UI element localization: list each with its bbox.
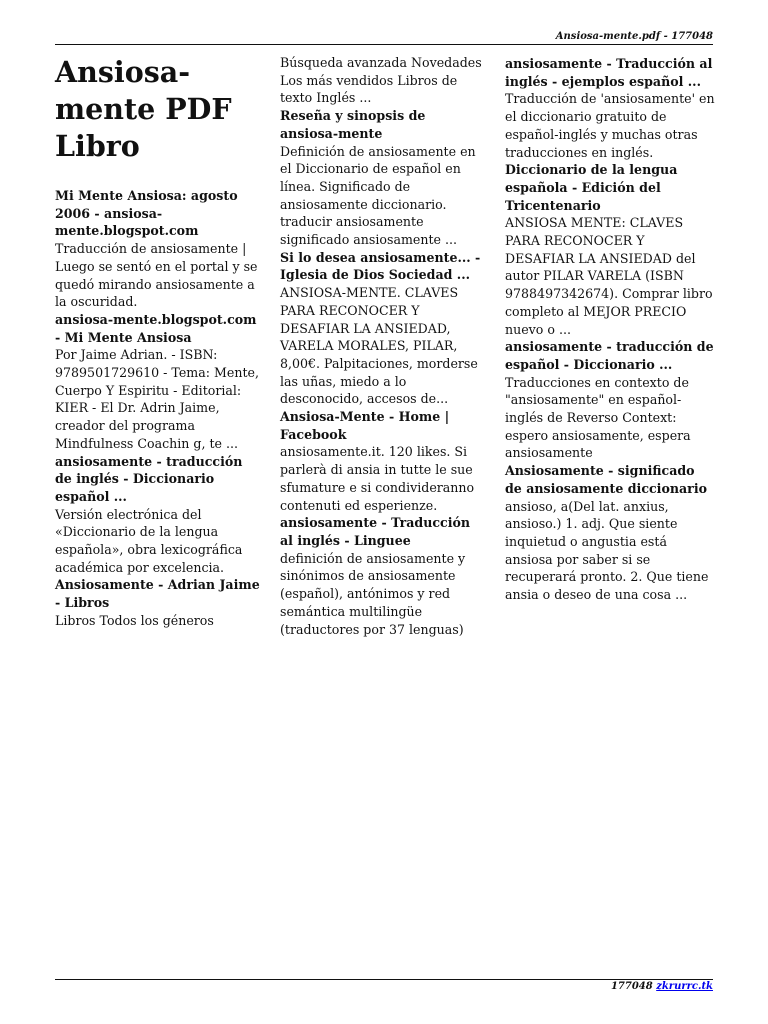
entry-heading: ansiosamente - Traducción al inglés - ejemplos español ... <box>505 56 713 89</box>
running-header: Ansiosa-mente.pdf - 177048 <box>555 31 713 42</box>
entry-heading: ansiosamente - traducción de inglés - Diccionario español ... <box>55 453 243 504</box>
entry-heading: Ansiosamente - Adrian Jaime - Libros <box>55 577 260 611</box>
entry-snippet: Libros Todos los géneros <box>55 612 214 628</box>
entry-snippet: Definición de ansiosamente en el Diccionario de español en línea. Significado de ansiosamente diccionario. traducir ansiosamente significado ansiosamente ... <box>280 143 476 248</box>
entry-snippet: ANSIOSA-MENTE. CLAVES PARA RECONOCER Y DESAFIAR LA ANSIEDAD, VARELA MORALES, PILAR, 8,00€. Palpitaciones, morderse las uñas, miedo a lo desconocido, accesos de... <box>280 285 478 407</box>
entry-snippet: Traducciones en contexto de "ansiosamente" en español-inglés de Reverso Context: espero ansiosamente, espera ansiosamente <box>505 374 691 461</box>
footer-number: 177048 <box>610 981 653 992</box>
column-1 <box>55 54 260 630</box>
footer-rule <box>55 979 713 980</box>
entry-heading: Ansiosamente - significado de ansiosamente diccionario <box>505 463 707 496</box>
footer <box>611 981 713 992</box>
entry-heading: Mi Mente Ansiosa: agosto 2006 - ansiosa-mente.blogspot.com <box>55 188 238 239</box>
entry-snippet: Búsqueda avanzada Novedades Los más vendidos Libros de texto Inglés ... <box>280 55 482 106</box>
page-title: Ansiosa-mente PDF Libro <box>55 55 232 163</box>
entry-heading: ansiosamente - Traducción al inglés - Linguee <box>280 515 471 548</box>
entry-heading: Si lo desea ansiosamente... - Iglesia de Dios Sociedad ... <box>280 249 481 283</box>
column-2 <box>280 54 485 638</box>
entry-snippet: Traducción de 'ansiosamente' en el diccionario gratuito de español-inglés y muchas otras traducciones en inglés. <box>505 91 715 160</box>
footer-link[interactable]: zkrurrc.tk <box>656 981 713 992</box>
entry-snippet: ANSIOSA MENTE: CLAVES PARA RECONOCER Y DESAFIAR LA ANSIEDAD del autor PILAR VARELA (ISBN 9788497342674). Comprar libro completo al MEJOR PRECIO nuevo o ... <box>505 215 713 337</box>
column-1-entries <box>55 187 260 630</box>
entry-snippet: ansioso, a(Del lat. anxius, ansioso.) 1. adj. Que siente inquietud o angustia está ansiosa por saber si se recuperará pronto. 2. Que tiene ansia o deseo de una cosa ... <box>505 498 709 603</box>
entry-heading: Reseña y sinopsis de ansiosa-mente <box>280 108 426 141</box>
header-rule <box>55 44 713 45</box>
entry-snippet: Versión electrónica del «Diccionario de la lengua española», obra lexicográfica académica por excelencia. <box>55 506 243 575</box>
entry-snippet: Por Jaime Adrian. - ISBN: 9789501729610 - Tema: Mente, Cuerpo Y Espiritu - Editorial: KIER - El Dr. Adrin Jaime, creador del programa Mindfulness Coachin g, te ... <box>55 347 259 451</box>
entry-heading: Diccionario de la lengua española - Edición del Tricentenario <box>505 162 678 213</box>
column-3 <box>505 55 715 604</box>
entry-snippet: ansiosamente.it. 120 likes. Si parlerà di ansia in tutte le sue sfumature e si condivideranno contenuti ed esperienze. <box>280 444 475 513</box>
entry-snippet: definición de ansiosamente y sinónimos de ansiosamente (español), antónimos y red semántica multilingüe (traductores por 37 lenguas) <box>280 550 466 637</box>
entry-heading: ansiosamente - traducción de español - Diccionario ... <box>505 339 714 372</box>
entry-heading: Ansiosa-Mente - Home | Facebook <box>280 409 450 442</box>
entry-snippet: Traducción de ansiosamente | Luego se sentó en el portal y se quedó mirando ansiosamente a la oscuridad. <box>55 241 258 310</box>
entry-heading: ansiosa-mente.blogspot.com - Mi Mente Ansiosa <box>55 311 257 345</box>
